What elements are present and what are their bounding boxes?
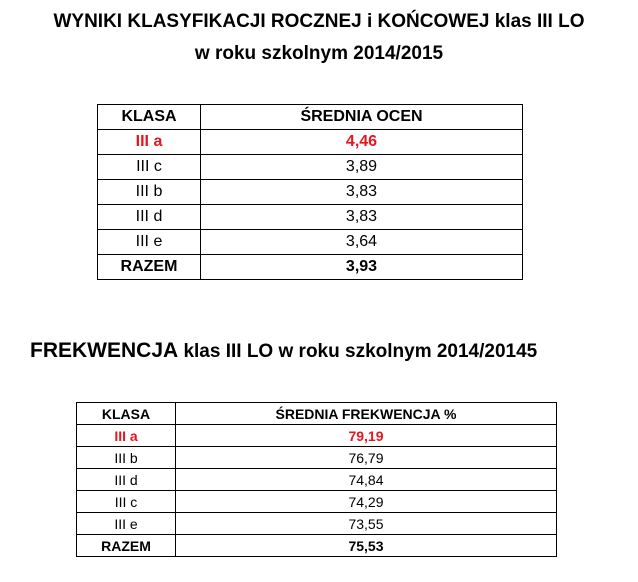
class-cell: III d [98, 205, 201, 230]
value-cell: 74,84 [176, 469, 557, 491]
class-cell: III e [98, 230, 201, 255]
total-label-cell: RAZEM [98, 255, 201, 280]
class-cell: III c [98, 155, 201, 180]
table-total-row [98, 255, 523, 280]
value-cell: 3,89 [201, 155, 523, 180]
class-cell: III d [77, 469, 176, 491]
total-value-cell: 75,53 [176, 535, 557, 557]
page-title: WYNIKI KLASYFIKACJI ROCZNEJ i KOŃCOWEJ klas III LO [53, 11, 585, 32]
section-title-rest: klas III LO w roku szkolnym 2014/20145 [178, 341, 538, 362]
class-cell: III a [98, 130, 201, 155]
page-subtitle: w roku szkolnym 2014/2015 [194, 43, 444, 64]
table-row [98, 180, 523, 205]
column-header-klasa: KLASA [98, 105, 201, 130]
table-row [98, 155, 523, 180]
column-header-klasa: KLASA [77, 403, 176, 425]
table-row [77, 447, 557, 469]
table-row [77, 491, 557, 513]
total-value-cell: 3,93 [201, 255, 523, 280]
value-cell: 3,83 [201, 180, 523, 205]
class-cell: III b [98, 180, 201, 205]
section-title-main: FREKWENCJA [30, 339, 179, 362]
table-row [77, 513, 557, 535]
value-cell: 3,64 [201, 230, 523, 255]
table-header-row [98, 105, 523, 130]
table-row [98, 230, 523, 255]
value-cell: 3,83 [201, 205, 523, 230]
class-cell: III a [77, 425, 176, 447]
value-cell: 74,29 [176, 491, 557, 513]
value-cell: 76,79 [176, 447, 557, 469]
attendance-table [76, 402, 557, 557]
value-cell: 73,55 [176, 513, 557, 535]
grades-table [97, 104, 523, 280]
table-row [98, 205, 523, 230]
table-total-row [77, 535, 557, 557]
value-cell: 4,46 [201, 130, 523, 155]
column-header-srednia-frekwencja: ŚREDNIA FREKWENCJA % [176, 403, 557, 425]
class-cell: III c [77, 491, 176, 513]
class-cell: III b [77, 447, 176, 469]
table-row [77, 469, 557, 491]
section-title [30, 339, 537, 364]
total-label-cell: RAZEM [77, 535, 176, 557]
value-cell: 79,19 [176, 425, 557, 447]
column-header-srednia-ocen: ŚREDNIA OCEN [201, 105, 523, 130]
class-cell: III e [77, 513, 176, 535]
table-header-row [77, 403, 557, 425]
table-row [77, 425, 557, 447]
table-row [98, 130, 523, 155]
